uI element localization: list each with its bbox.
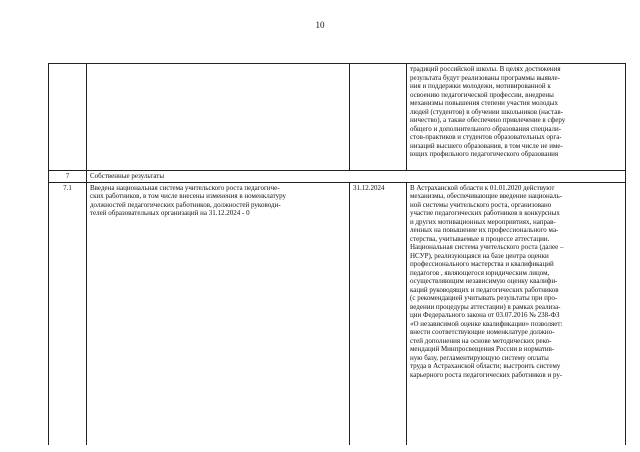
cell-section-number: 7 — [49, 171, 87, 183]
cell-name-empty — [87, 64, 350, 171]
cell-item-name: Введена национальная система учительского роста педагогиче- ских работников, в том числе внесены изменения в номенклатуру должностей педагогических работников, должностей руководи- телей образовательных организаций на 31.12.2024 - 0 — [87, 182, 350, 445]
cell-date-empty — [350, 64, 407, 171]
cell-item-number: 7.1 — [49, 182, 87, 445]
cell-item-description: В Астраханской области к 01.01.2020 действуют механизмы, обеспечивающие введение националь- ной системы учительского роста, организовано участие педагогических работников в конкурсных и других мотивационных мероприятиях, направ- ленных на повышение их профессионального ма- стерства, учитываемые в процессе аттестации. Национальная система учительского роста (далее – НСУР), реализующаяся на базе центра оценки профессионального мастерства и квалификаций педагогов , являющегося юридическим лицом, осуществляющим независимую оценку квалифи- каций руководящих и педагогических работников (с рекомендацией учитывать результаты при про- ведении процедуры аттестации) в рамках реализа- ции Федерального закона от 03.07.2016 № 238-ФЗ «О независимой оценке квалификации» позволяет: внести соответствующие номенклатуре должно- стей дополнения на основе методических реко- мендаций Минпросвещения России в норматив- ную базу, регламентирующую систему оплаты труда в Астраханской области; выстроить систему карьерного роста педагогических работников и ру- — [407, 182, 626, 445]
table-row-section — [49, 171, 626, 183]
table-row-item — [49, 182, 626, 445]
table-row-continued — [49, 64, 626, 171]
results-table — [48, 63, 626, 445]
cell-description-continued: традиций российской школы. В целях достижения результата будут реализованы программы выявле- ния и поддержки молодежи, мотивированной к освоению педагогической профессии, внедрены механизмы повышения степени участия молодых людей (студентов) в обучении школьников (настав- ничество), а также обеспечено привлечение в сферу общего и дополнительного образования специали- стов-практиков и студентов образовательных орга- низаций высшего образования, в том числе не име- ющих профильного педагогического образования — [407, 64, 626, 171]
page-number: 10 — [315, 20, 325, 30]
cell-section-title: Собственные результаты — [87, 171, 626, 183]
cell-item-date: 31.12.2024 — [350, 182, 407, 445]
cell-number-empty — [49, 64, 87, 171]
